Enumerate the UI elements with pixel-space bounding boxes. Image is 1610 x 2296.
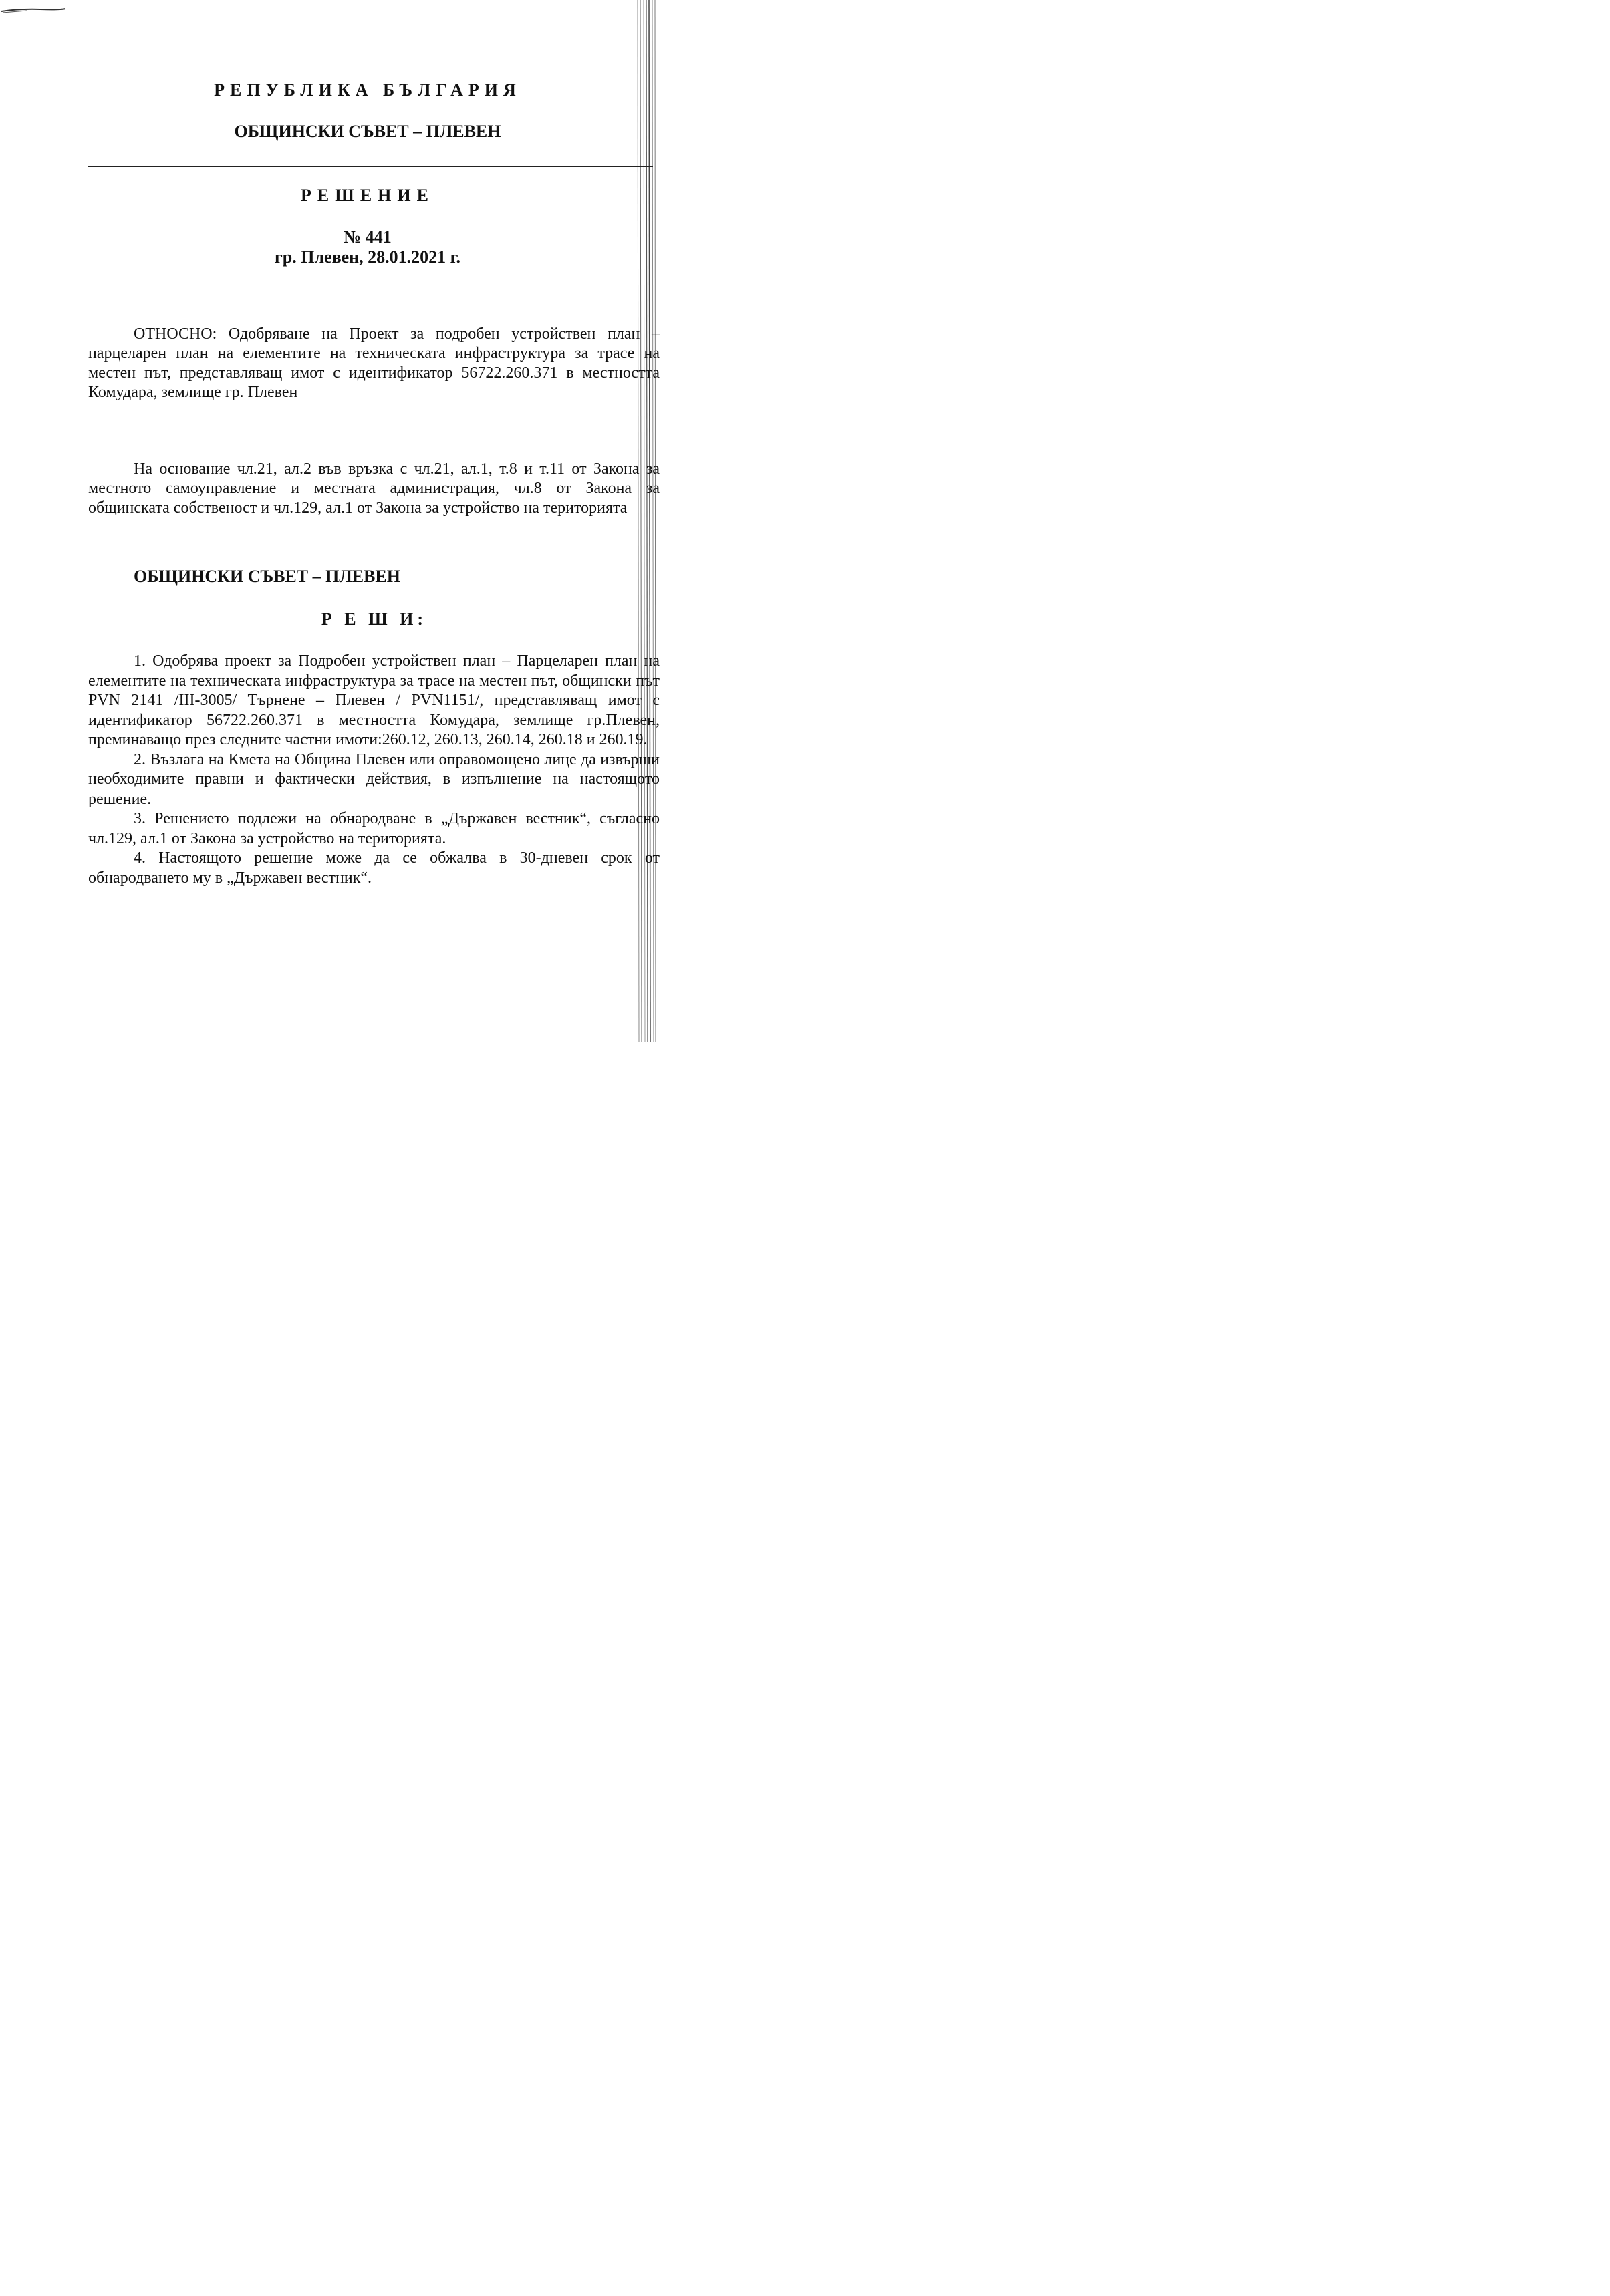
decision-place-date: гр. Плевен, 28.01.2021 г. [274,247,461,267]
council-subheading: ОБЩИНСКИ СЪВЕТ – ПЛЕВЕН [134,567,400,586]
decision-title: РЕШЕНИЕ [301,186,434,205]
list-item: 4. Настоящото решение може да се обжалва в 30-дневен срок от обнародването му в „Държавен вестник“. [88,849,660,887]
legal-basis-paragraph: На основание чл.21, ал.2 във връзка с чл.21, ал.1, т.8 и т.11 от Закона за местното самоуправление и местната администрация, чл.8 от Закона за общинската собственост и чл.129, ал.1 от Закона за устройство на територията [88,460,660,517]
subject-paragraph: ОТНОСНО: Одобряване на Проект за подробен устройствен план – парцеларен план на елементите на техническата инфраструктура за трасе на местен път, представляващ имот с идентификатор 56722.260.371 в местността Комудара, землище гр. Плевен [88,325,660,401]
scan-artifact-mark [0,7,67,15]
header-divider [88,166,653,167]
decision-number: № 441 [344,227,392,247]
council-heading: ОБЩИНСКИ СЪВЕТ – ПЛЕВЕН [234,122,501,141]
country-heading: РЕПУБЛИКА БЪЛГАРИЯ [214,80,521,100]
list-item: 3. Решението подлежи на обнародване в „Държавен вестник“, съгласно чл.129, ал.1 от Закона за устройство на територията. [88,810,660,847]
document-page [0,0,735,1042]
resolved-heading: Р Е Ш И: [321,609,428,629]
list-item: 1. Одобрява проект за Подробен устройствен план – Парцеларен план на елементите на техническата инфраструктура за трасе на местен път, общински път PVN 2141 /III-3005/ Търнене – Плевен / PVN1151/, представляващ имот с идентификатор 56722.260.371 в местността Комудара, землище гр.Плевен, преминаващо през следните частни имоти:260.12, 260.13, 260.14, 260.18 и 260.19. [88,652,660,748]
decision-items-list [88,652,660,888]
list-item: 2. Възлага на Кмета на Община Плевен или оправомощено лице да извърши необходимите правни и фактически действия, в изпълнение на настоящото решение. [88,750,660,808]
